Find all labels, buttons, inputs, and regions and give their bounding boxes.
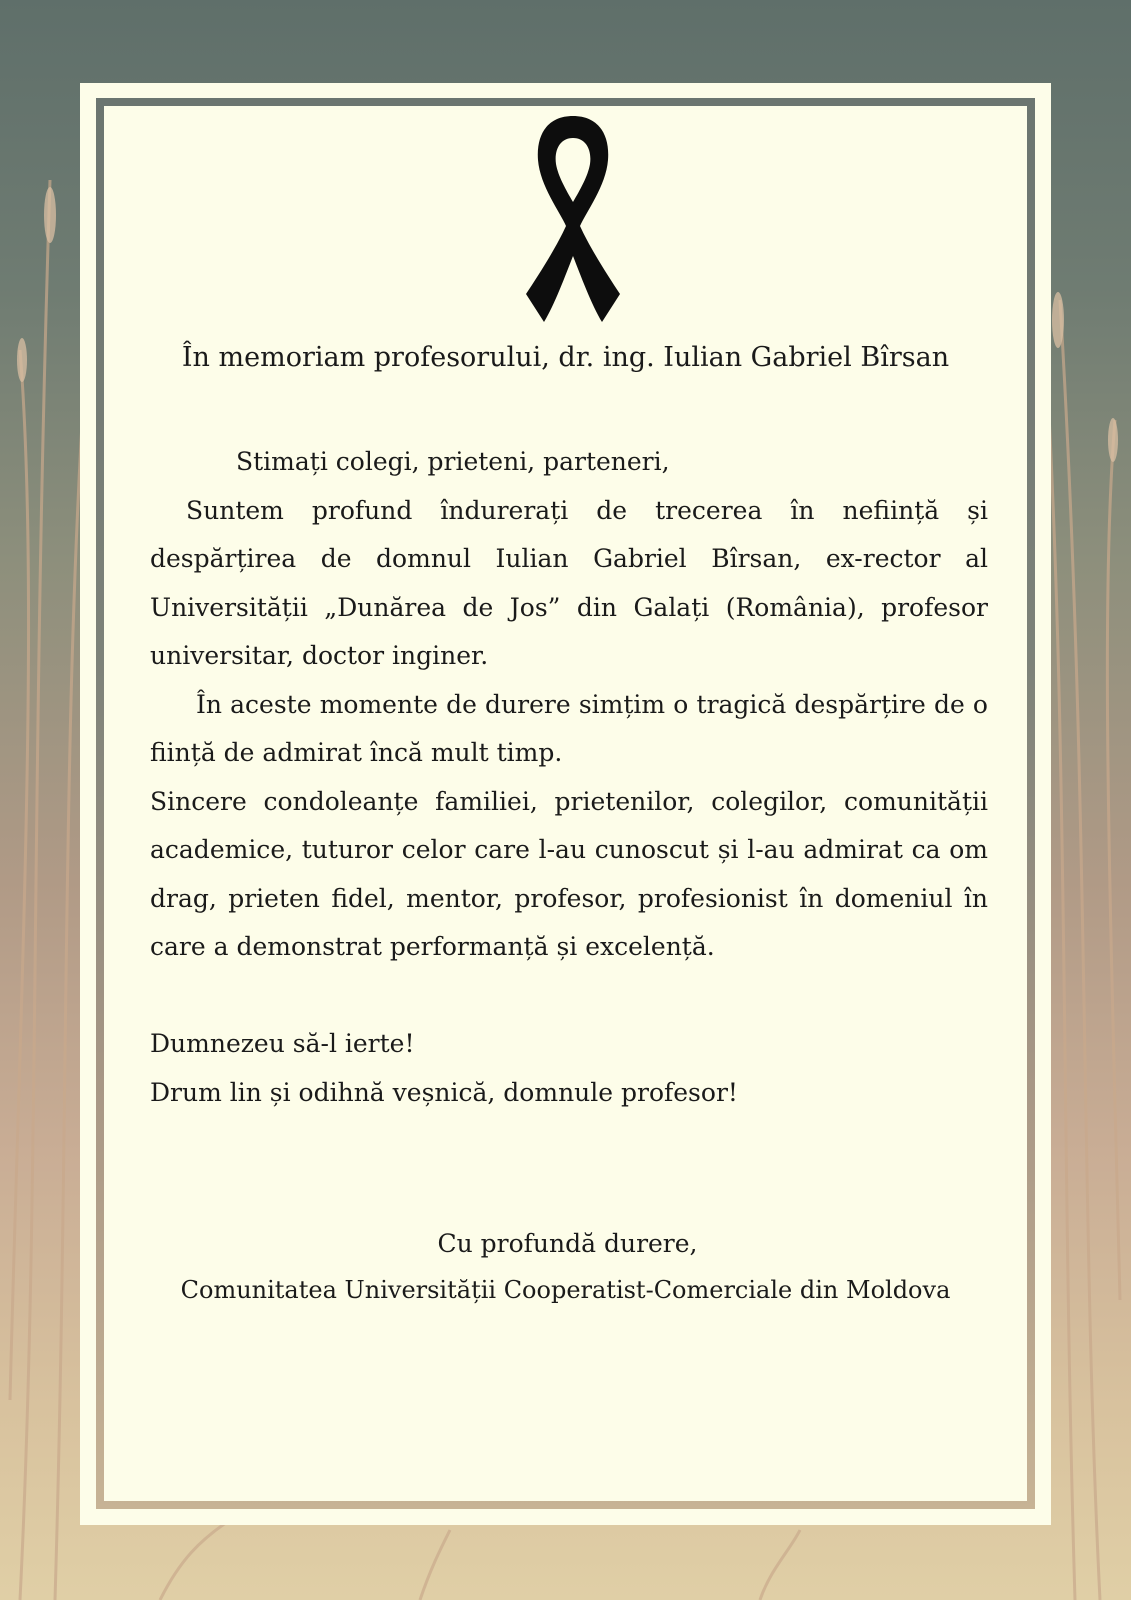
letter-body	[150, 438, 988, 1117]
farewell-line-2: Drum lin și odihnă veșnică, domnule profesor!	[150, 1077, 738, 1107]
farewell-line-1: Dumnezeu să-l ierte!	[150, 1029, 415, 1058]
paragraph-grief: În aceste momente de durere simțim o tragică despărțire de o ființă de admirat încă mult timp.	[150, 689, 988, 767]
signature-organization: Comunitatea Universității Cooperatist-Comerciale din Moldova	[180, 1276, 951, 1304]
paragraph-condolence-intro: Suntem profund îndurerați de trecerea în neființă și despărțirea de domnul Iulian Gabriel Bîrsan, ex-rector al Universității „Dunărea de Jos” din Galați (România), profesor universitar, doctor inginer.	[150, 495, 988, 670]
mourning-ribbon-icon	[526, 116, 620, 326]
signature-block	[104, 1220, 1027, 1312]
paragraph-sincere-condolences: Sincere condoleanțe familiei, prietenilor, colegilor, comunității academice, tuturor celor care l-au cunoscut și l-au admirat ca om drag, prieten fidel, mentor, profesor, profesionist în domeniul în care a demonstrat performanță și excelență.	[150, 786, 988, 961]
paragraph-spacer	[150, 972, 988, 1021]
greeting-line: Stimați colegi, prieteni, parteneri,	[236, 447, 670, 476]
memorial-title: În memoriam profesorului, dr. ing. Iulian Gabriel Bîrsan	[181, 342, 950, 373]
closing-salutation: Cu profundă durere,	[437, 1229, 698, 1258]
